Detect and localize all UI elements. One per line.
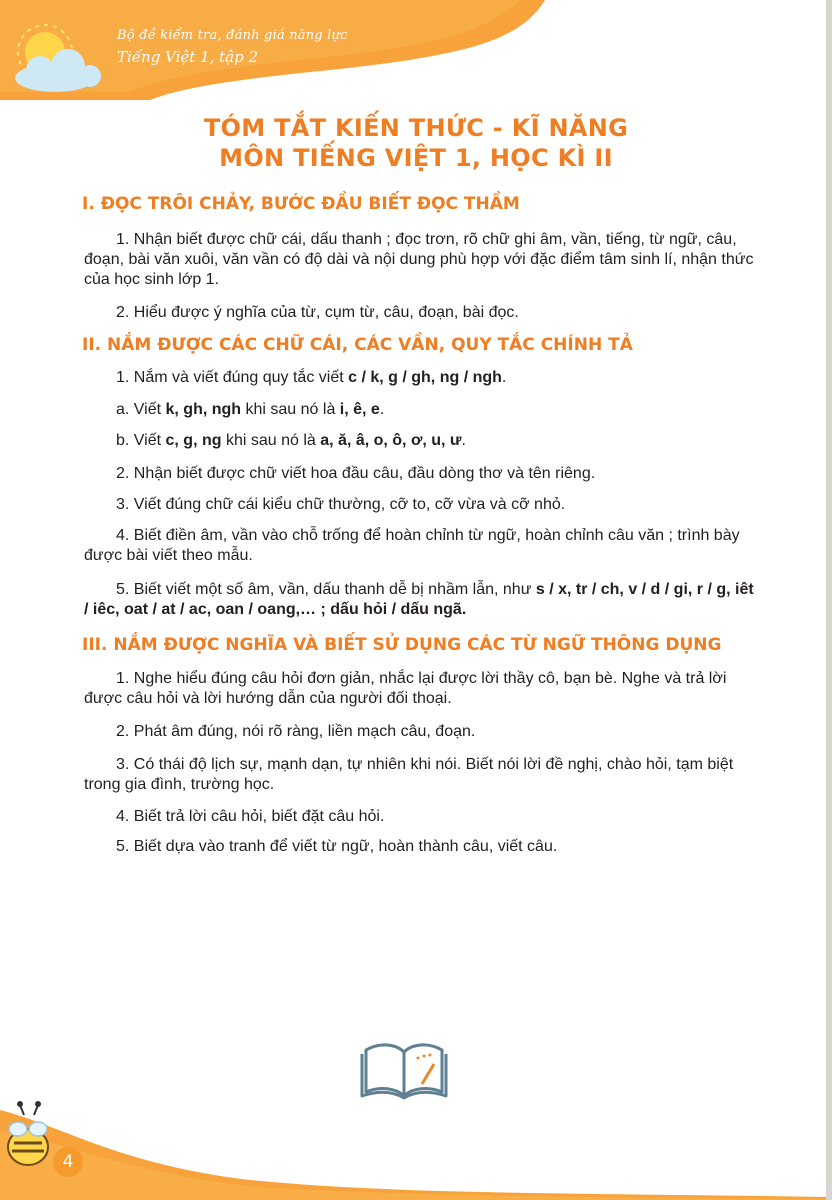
page-footer — [0, 1085, 832, 1200]
page-number: 4 — [53, 1147, 83, 1177]
section-2-item-2: 2. Nhận biết được chữ viết hoa đầu câu, đầu dòng thơ và tên riêng. — [116, 465, 596, 482]
section-2-item-4: 4. Biết điền âm, vần vào chỗ trống để hoàn chỉnh từ ngữ, hoàn chỉnh câu văn ; trình bày được bài viết theo mẫu. — [84, 527, 740, 564]
section-3-heading: III. NẮM ĐƯỢC NGHĨA VÀ BIẾT SỬ DỤNG CÁC TỪ NGỮ THÔNG DỤNG — [82, 635, 722, 655]
main-title-line-1: TÓM TẮT KIẾN THỨC - KĨ NĂNG — [203, 114, 629, 142]
section-2-heading: II. NẮM ĐƯỢC CÁC CHỮ CÁI, CÁC VẦN, QUY TẮC CHÍNH TẢ — [82, 335, 633, 355]
section-3-item-3: 3. Có thái độ lịch sự, mạnh dạn, tự nhiên khi nói. Biết nói lời đề nghị, chào hỏi, tạm biệt trong gia đình, trường học. — [84, 756, 734, 793]
section-3-item-1: 1. Nghe hiểu đúng câu hỏi đơn giản, nhắc lại được lời thầy cô, bạn bè. Nghe và trả lời được câu hỏi và lời hướng dẫn của người đối thoại. — [84, 670, 727, 707]
section-1-item-2: 2. Hiểu được ý nghĩa của từ, cụm từ, câu, đoạn, bài đọc. — [116, 304, 519, 321]
section-2-item-3: 3. Viết đúng chữ cái kiểu chữ thường, cỡ to, cỡ vừa và cỡ nhỏ. — [116, 496, 566, 513]
section-3-item-2: 2. Phát âm đúng, nói rõ ràng, liền mạch câu, đoạn. — [116, 723, 476, 740]
section-3-item-4: 4. Biết trả lời câu hỏi, biết đặt câu hỏi. — [116, 808, 385, 825]
section-3-item-5: 5. Biết dựa vào tranh để viết từ ngữ, hoàn thành câu, viết câu. — [116, 838, 558, 855]
section-1-item-1: 1. Nhận biết được chữ cái, dấu thanh ; đọc trơn, rõ chữ ghi âm, vần, tiếng, từ ngữ, câu, đoạn, bài văn xuôi, văn vần có độ dài và nội dung phù hợp với đặc điểm tâm sinh lí, nhận thức của học sinh lớp 1. — [84, 231, 754, 288]
section-2-item-a: a. Viết k, gh, ngh khi sau nó là i, ê, e. — [116, 401, 385, 418]
section-2-item-1: 1. Nắm và viết đúng quy tắc viết c / k, g / gh, ng / ngh. — [116, 369, 507, 386]
book-title: Tiếng Việt 1, tập 2 — [117, 48, 259, 66]
series-title: Bộ đề kiểm tra, đánh giá năng lực — [117, 28, 348, 43]
page-edge — [826, 0, 832, 1200]
main-title-line-2: MÔN TIẾNG VIỆT 1, HỌC KÌ II — [219, 144, 613, 172]
section-1-heading: I. ĐỌC TRÔI CHẢY, BƯỚC ĐẦU BIẾT ĐỌC THẦM — [82, 194, 520, 214]
bee-icon — [8, 1101, 48, 1165]
section-2-item-5: 5. Biết viết một số âm, vần, dấu thanh dễ bị nhầm lẫn, như s / x, tr / ch, v / d / gi, r / g, iêt / iêc, oat / at / ac, oan / oang,… ; dấu hỏi / dấu ngã. — [84, 581, 754, 618]
section-2-item-b: b. Viết c, g, ng khi sau nó là a, ă, â, o, ô, ơ, u, ư. — [116, 432, 466, 449]
page-header — [0, 0, 832, 100]
